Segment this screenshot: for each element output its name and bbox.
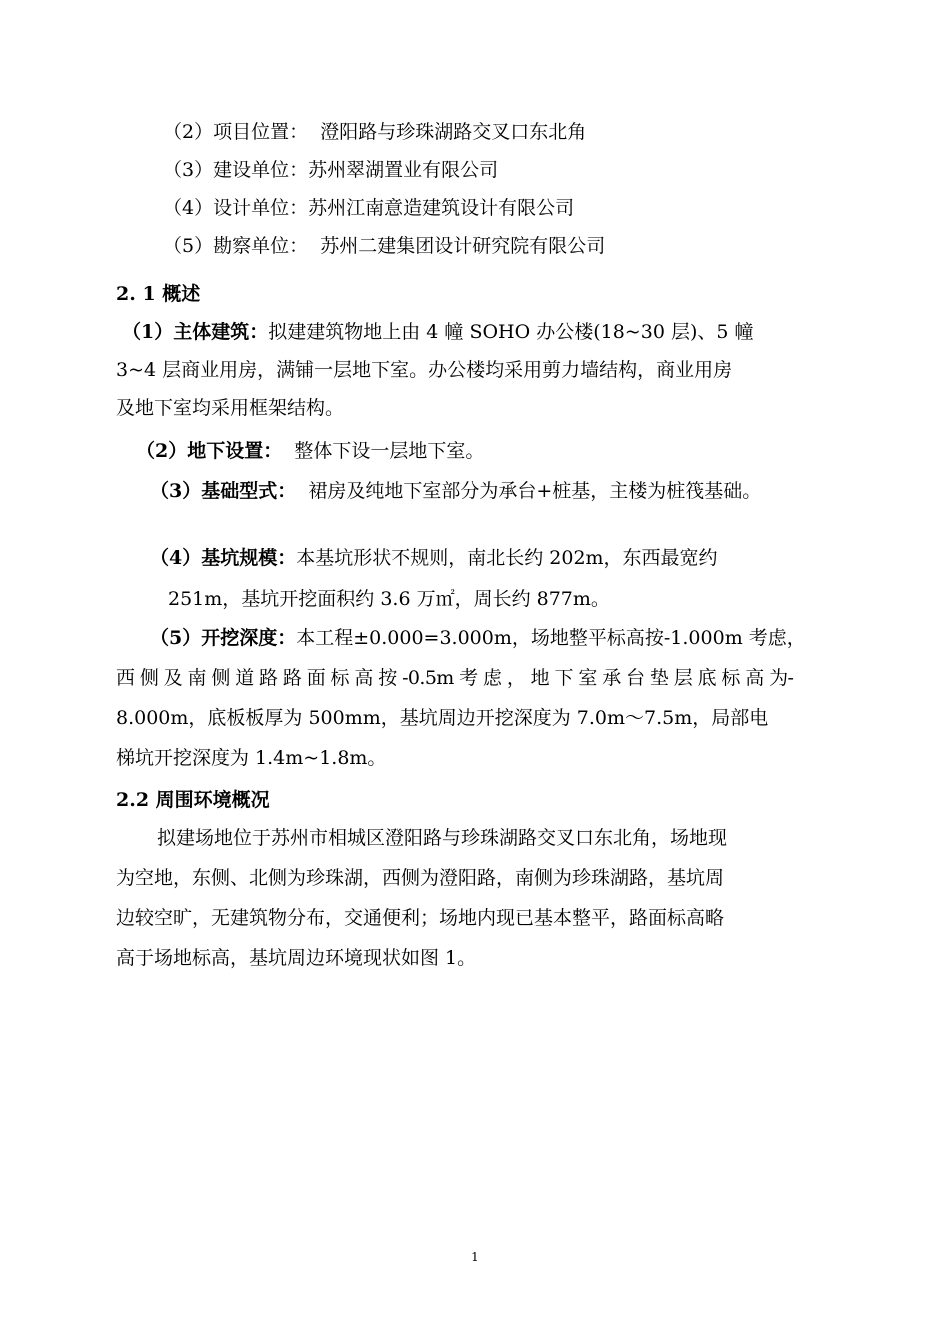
- paragraph-foundation: （3）基础型式： 裙房及纯地下室部分为承台+桩基，主楼为桩筏基础。: [150, 480, 762, 502]
- paragraph-line: 高于场地标高，基坑周边环境现状如图 1。: [116, 947, 477, 969]
- section-heading-2-2: 2.2 周围环境概况: [116, 789, 270, 811]
- paragraph-line: 8.000m，底板板厚为 500mm，基坑周边开挖深度为 7.0m～7.5m，局部电: [116, 707, 769, 729]
- paragraph-line: 为空地，东侧、北侧为珍珠湖，西侧为澄阳路，南侧为珍珠湖路，基坑周: [116, 867, 725, 889]
- paragraph-main-building: （1）主体建筑：拟建建筑物地上由 4 幢 SOHO 办公楼(18~30 层)、5 幢: [122, 321, 754, 343]
- paragraph-line: 梯坑开挖深度为 1.4m~1.8m。: [116, 747, 387, 769]
- paragraph-line: 及地下室均采用框架结构。: [116, 397, 345, 419]
- paragraph-line: 西 侧 及 南 侧 道 路 路 面 标 高 按 -0.5m 考 虑 ， 地 下 室 承 台 垫 层 底 标 高 为-: [116, 667, 794, 689]
- info-item-designer: （4）设计单位：苏州江南意造建筑设计有限公司: [163, 197, 575, 219]
- info-item-owner: （3）建设单位：苏州翠湖置业有限公司: [163, 159, 499, 181]
- paragraph-excavation-depth: （5）开挖深度：本工程±0.000=3.000m，场地整平标高按-1.000m 考虑，: [150, 627, 806, 649]
- paragraph-environment: 拟建场地位于苏州市相城区澄阳路与珍珠湖路交叉口东北角，场地现: [157, 827, 728, 849]
- info-item-location: （2）项目位置： 澄阳路与珍珠湖路交叉口东北角: [163, 121, 587, 143]
- paragraph-line: 3~4 层商业用房，满铺一层地下室。办公楼均采用剪力墙结构，商业用房: [116, 359, 733, 381]
- section-heading-2-1: 2. 1 概述: [116, 283, 201, 305]
- paragraph-pit-scale: （4）基坑规模：本基坑形状不规则，南北长约 202m，东西最宽约: [150, 547, 718, 569]
- paragraph-line: 边较空旷，无建筑物分布，交通便利；场地内现已基本整平，路面标高略: [116, 907, 725, 929]
- info-item-surveyor: （5）勘察单位： 苏州二建集团设计研究院有限公司: [163, 235, 606, 257]
- page-number: 1: [471, 1250, 479, 1264]
- paragraph-basement: （2）地下设置： 整体下设一层地下室。: [136, 440, 485, 462]
- paragraph-line: 251m，基坑开挖面积约 3.6 万㎡，周长约 877m。: [168, 588, 610, 610]
